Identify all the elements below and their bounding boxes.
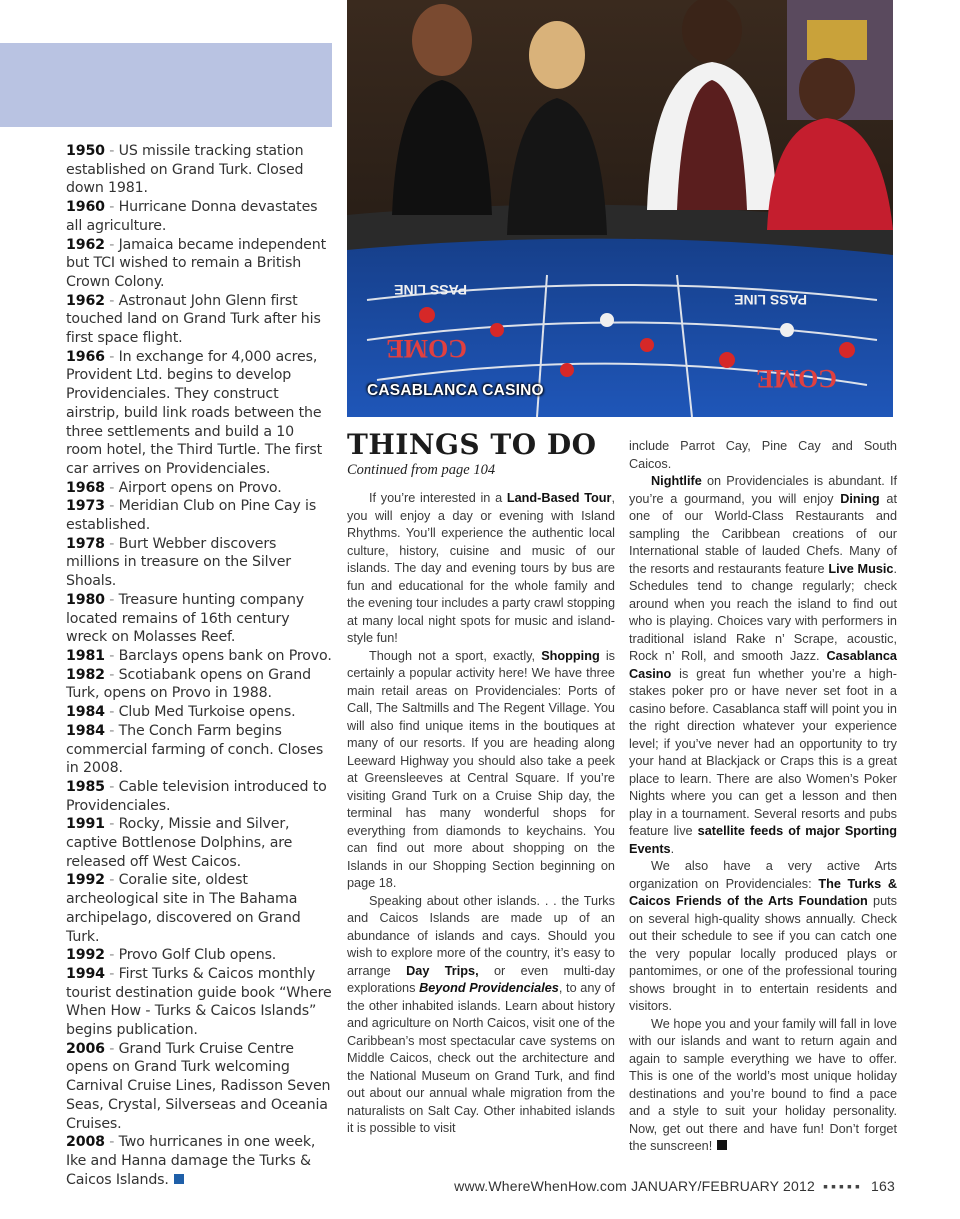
paragraph: If you’re interested in a Land-Based Tour, you will enjoy a day or evening with Island Rhythms. You’ll experience the authentic local culture, history, cuisine and music of our islands. The day and evening tours by bus are fun and educational for the whole family and the evening tour includes a party crawl stopping at many local night spots for music and island-style fun! [347,491,616,645]
timeline-entry: 1984 - The Conch Farm begins commercial farming of conch. Closes in 2008. [66,722,324,777]
timeline-entry: 1973 - Meridian Club on Pine Cay is established. [66,498,317,534]
timeline-entry: 1968 - Airport opens on Provo. [66,479,282,496]
timeline-entry: 1981 - Barclays opens bank on Provo. [66,647,332,664]
paragraph: We also have a very active Arts organization on Providenciales: The Turks & Caicos Friends of the Arts Foundation puts on several high-quality shows annually. Check out their schedule to see if you can catch one the very popular locally produced plays or pantomimes, or one of the professional touring shows brought in to entertain residents and visitors. [629,859,897,1013]
end-mark-icon [717,1140,727,1150]
timeline-entry: 1962 - Astronaut John Glenn first touched land on Grand Turk after his first space flight. [66,292,321,347]
timeline-entry: 1985 - Cable television introduced to Providenciales. [66,778,327,814]
paragraph: include Parrot Cay, Pine Cay and South Caicos. [629,439,897,471]
timeline-entry: 2006 - Grand Turk Cruise Centre opens on Grand Turk welcoming Carnival Cruise Lines, Radisson Seven Seas, Crystal, Silverseas and Oceania Cruises. [66,1040,331,1132]
section-title: THINGS TO DO [347,428,597,461]
page-footer [454,1178,895,1194]
timeline-entry: 1991 - Rocky, Missie and Silver, captive Bottlenose Dolphins, are released off West Caicos. [66,816,293,870]
page-number: 163 [871,1178,895,1194]
history-timeline [66,142,334,1189]
timeline-entry: 1978 - Burt Webber discovers millions in treasure on the Silver Shoals. [66,535,291,590]
timeline-entry: 1966 - In exchange for 4,000 acres, Provident Ltd. begins to develop Providenciales. They construct airstrip, build link roads between the three settlements and build a 10 room hotel, the Third Turtle. The first car arrives on Providenciales. [66,348,322,477]
paragraph: Nightlife on Providenciales is abundant. If you’re a gourmand, you will enjoy Dining at one of our World-Class Restaurants and sampling the Caribbean creations of our International stable of lauded Chefs. Many of the resorts and restaurants feature Live Music. Schedules tend to change regularly; check around when you reach the island to find out who is playing. Choices vary with performers in traditional island Rake n’ Scrape, acoustic, Rock n’ Roll, and smooth Jazz. Casablanca Casino is great fun whether you’re a high-stakes poker pro or have never set foot in a casino before. Casablanca staff will point you in the right direction whatever your experience level; if you’ve never had an opportunity to try your hand at Blackjack or Craps this is a great place to learn. There are also Women’s Poker Nights where you can get a lesson and then play in a tournament. Several resorts and pubs feature live satellite feeds of major Sporting Events. [629,474,898,856]
timeline-entry: 1992 - Coralie site, oldest archeological site in The Bahama archipelago, discovered on Grand Turk. [66,872,301,945]
timeline-entry: 1950 - US missile tracking station established on Grand Turk. Closed down 1981. [66,143,304,197]
header-color-band [0,43,332,127]
end-mark-icon [174,1174,184,1184]
timeline-entry: 1960 - Hurricane Donna devastates all agriculture. [66,199,318,234]
article-column-middle [347,490,615,1138]
article-column-right [629,438,897,1156]
footer-dots: ▪▪▪▪▪ [823,1178,863,1194]
footer-website: www.WhereWhenHow.com [454,1178,627,1194]
casino-illustration [347,0,893,417]
timeline-entry: 2008 - Two hurricanes in one week, Ike and Hanna damage the Turks & Caicos Islands. [66,1134,316,1188]
paragraph: Speaking about other islands. . . the Turks and Caicos Islands are made up of an abundance of islands and cays. Should you wish to explore more of the country, it’s easy to arrange Day Trips, or even multi-day explorations Beyond Providenciales, to any of the other inhabited islands. Learn about history and agriculture on North Caicos, visit one of the Caribbean’s most spectacular cave systems on Middle Caicos, check out the architecture and the National Museum on Grand Turk, and find out about our annual whale migration from the naturalists on Salt Cay. Other inhabited islands it is possible to visit [347,893,616,1135]
continued-note: Continued from page 104 [347,462,496,478]
footer-issue: JANUARY/FEBRUARY 2012 [631,1178,816,1194]
timeline-entry: 1982 - Scotiabank opens on Grand Turk, opens on Provo in 1988. [66,666,311,702]
svg-text:COME: COME [386,334,467,363]
timeline-entry: 1992 - Provo Golf Club opens. [66,947,277,964]
timeline-entry: 1962 - Jamaica became independent but TCI wished to remain a British Crown Colony. [66,236,327,290]
paragraph: We hope you and your family will fall in love with our islands and want to return again and again to sample everything we have to offer. This is one of the world’s most unique holiday destinations and you’re bound to find a pace and a style to suit your holiday personality. Now, get out there and have fun! Don’t forget the sunscreen! [629,1016,897,1153]
paragraph: Though not a sport, exactly, Shopping is certainly a popular activity here! We have three main retail areas on Providenciales: Ports of Call, The Saltmills and The Regent Village. You will also find unique items in the boutiques at many of our resorts. If you are heading along Leeward Highway you should also take a peek at Greensleeves at Central Square. If you’re visiting Grand Turk on a Cruise Ship day, the terminal has many wonderful shops for everything from diamonds to keychains. You can find out more about shopping on the Islands in our Shopping Section beginning on page 18. [347,648,615,890]
timeline-entry: 1980 - Treasure hunting company located remains of 16th century wreck on Molasses Reef. [66,591,305,646]
casino-photo [347,0,893,417]
photo-caption: CASABLANCA CASINO [367,382,544,399]
svg-text:PASS LINE: PASS LINE [734,292,807,308]
timeline-entry: 1984 - Club Med Turkoise opens. [66,704,296,721]
timeline-entry: 1994 - First Turks & Caicos monthly tourist destination guide book “Where When How - Turks & Caicos Islands” begins publication. [66,965,332,1039]
svg-text:PASS LINE: PASS LINE [394,282,467,298]
svg-text:COME: COME [756,364,837,393]
